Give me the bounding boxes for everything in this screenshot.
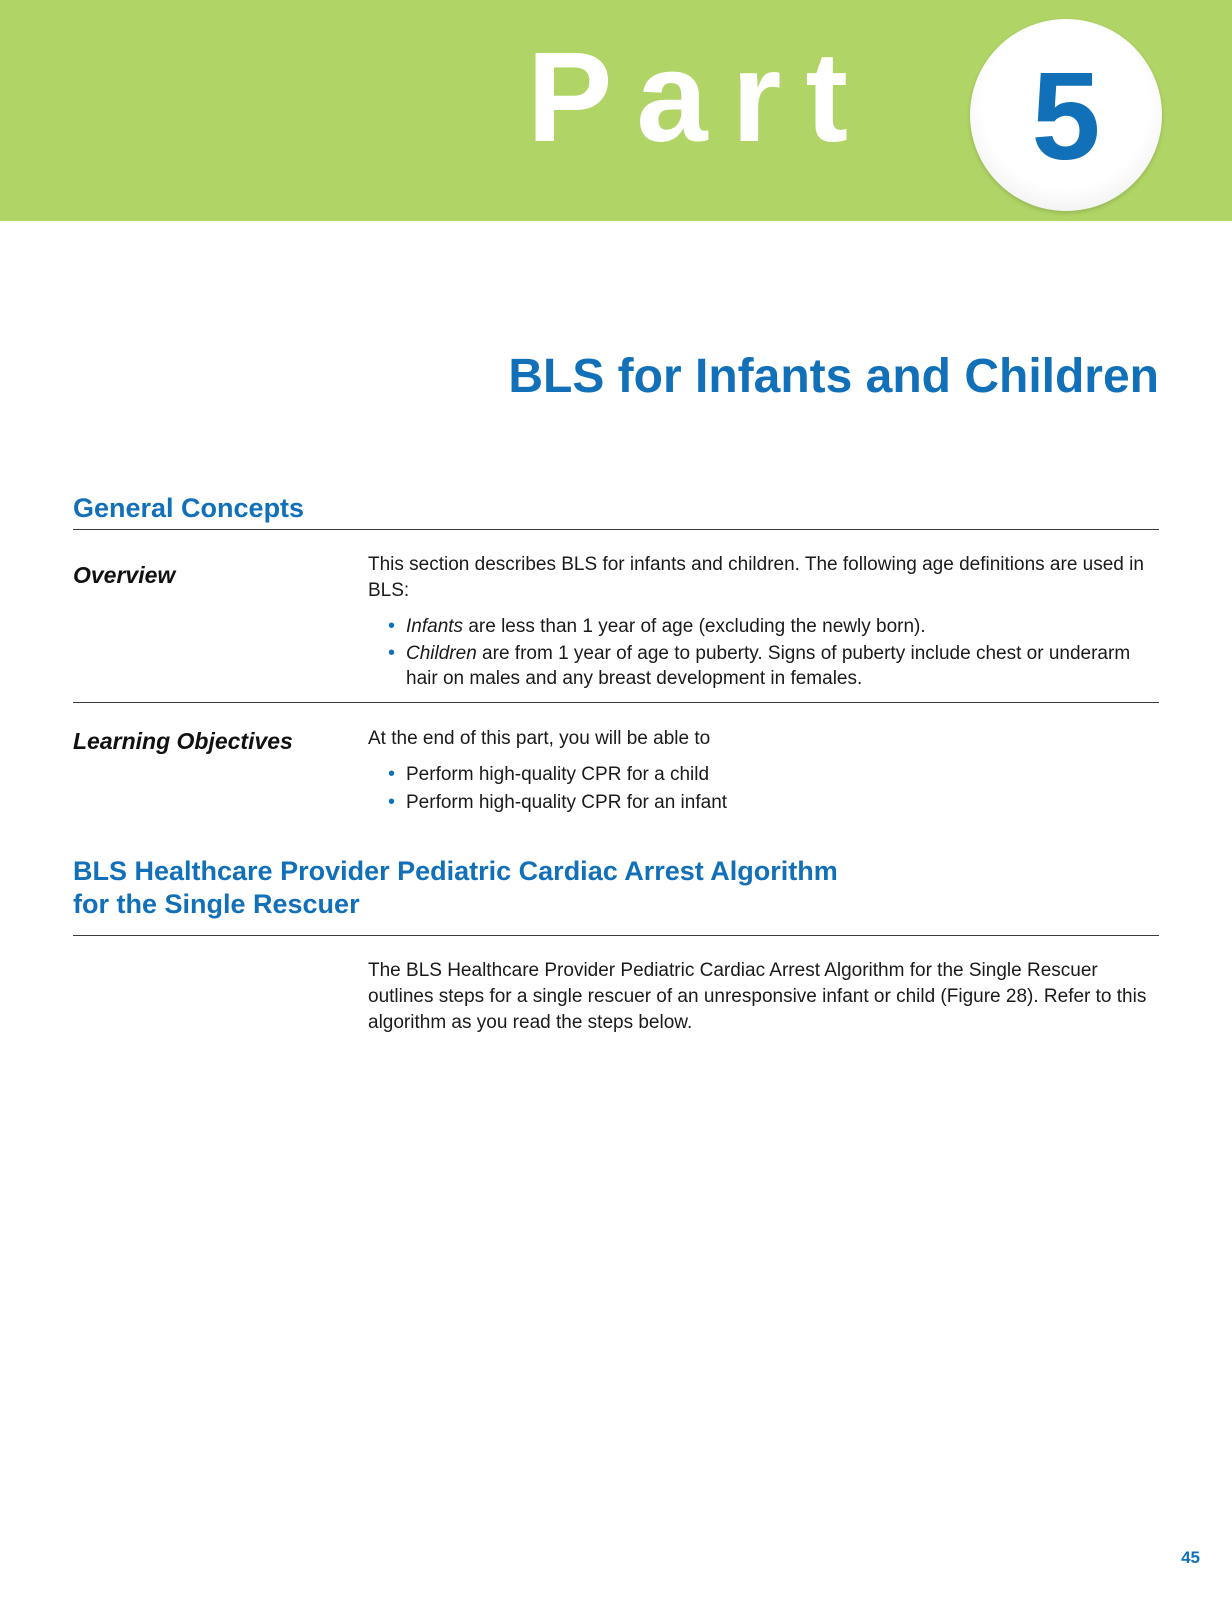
learning-objectives-content <box>368 726 1158 815</box>
objective-text: Perform high-quality CPR for an infant <box>406 792 728 813</box>
part-label: Part <box>527 26 872 169</box>
list-item <box>368 762 1158 787</box>
age-definitions-list <box>368 614 1158 691</box>
page-title: BLS for Infants and Children <box>508 350 1159 403</box>
definition-children: are from 1 year of age to puberty. Signs of puberty include chest or underarm hair on males and any breast development in females. <box>406 643 1131 689</box>
algorithm-paragraph: The BLS Healthcare Provider Pediatric Cardiac Arrest Algorithm for the Single Rescuer outlines steps for a single rescuer of an unresponsive infant or child (Figure 28). Refer to this algorithm as you read the steps below. <box>368 960 1147 1033</box>
overview-intro: This section describes BLS for infants and children. The following age definitions are used in BLS: <box>368 554 1144 601</box>
definition-infants: are less than 1 year of age (excluding the newly born). <box>463 616 926 637</box>
section-heading-general-concepts: General Concepts <box>73 493 305 523</box>
bullet-icon: • <box>388 615 396 637</box>
learning-objectives-label: Learning Objectives <box>73 728 293 754</box>
objectives-list <box>368 762 1158 815</box>
list-item <box>368 641 1158 691</box>
section-heading-algorithm <box>73 855 838 921</box>
term-children: Children <box>406 643 477 664</box>
section-divider <box>73 702 1159 703</box>
section-divider <box>73 529 1159 530</box>
heading-line: BLS Healthcare Provider Pediatric Cardiac Arrest Algorithm <box>73 856 838 886</box>
section-divider <box>73 935 1159 936</box>
part-number: 5 <box>1031 48 1101 186</box>
overview-label: Overview <box>73 562 176 588</box>
part-banner <box>0 0 1232 221</box>
term-infants: Infants <box>406 616 464 637</box>
learning-objectives-intro: At the end of this part, you will be able to <box>368 728 711 749</box>
list-item <box>368 790 1158 815</box>
bullet-icon: • <box>388 763 396 785</box>
objective-text: Perform high-quality CPR for a child <box>406 764 710 785</box>
part-number-badge <box>970 19 1162 211</box>
list-item <box>368 614 1158 639</box>
bullet-icon: • <box>388 642 396 664</box>
heading-line: for the Single Rescuer <box>73 889 360 919</box>
page-number: 45 <box>1181 1548 1200 1567</box>
algorithm-content <box>368 958 1158 1036</box>
overview-content <box>368 552 1158 691</box>
bullet-icon: • <box>388 791 396 813</box>
